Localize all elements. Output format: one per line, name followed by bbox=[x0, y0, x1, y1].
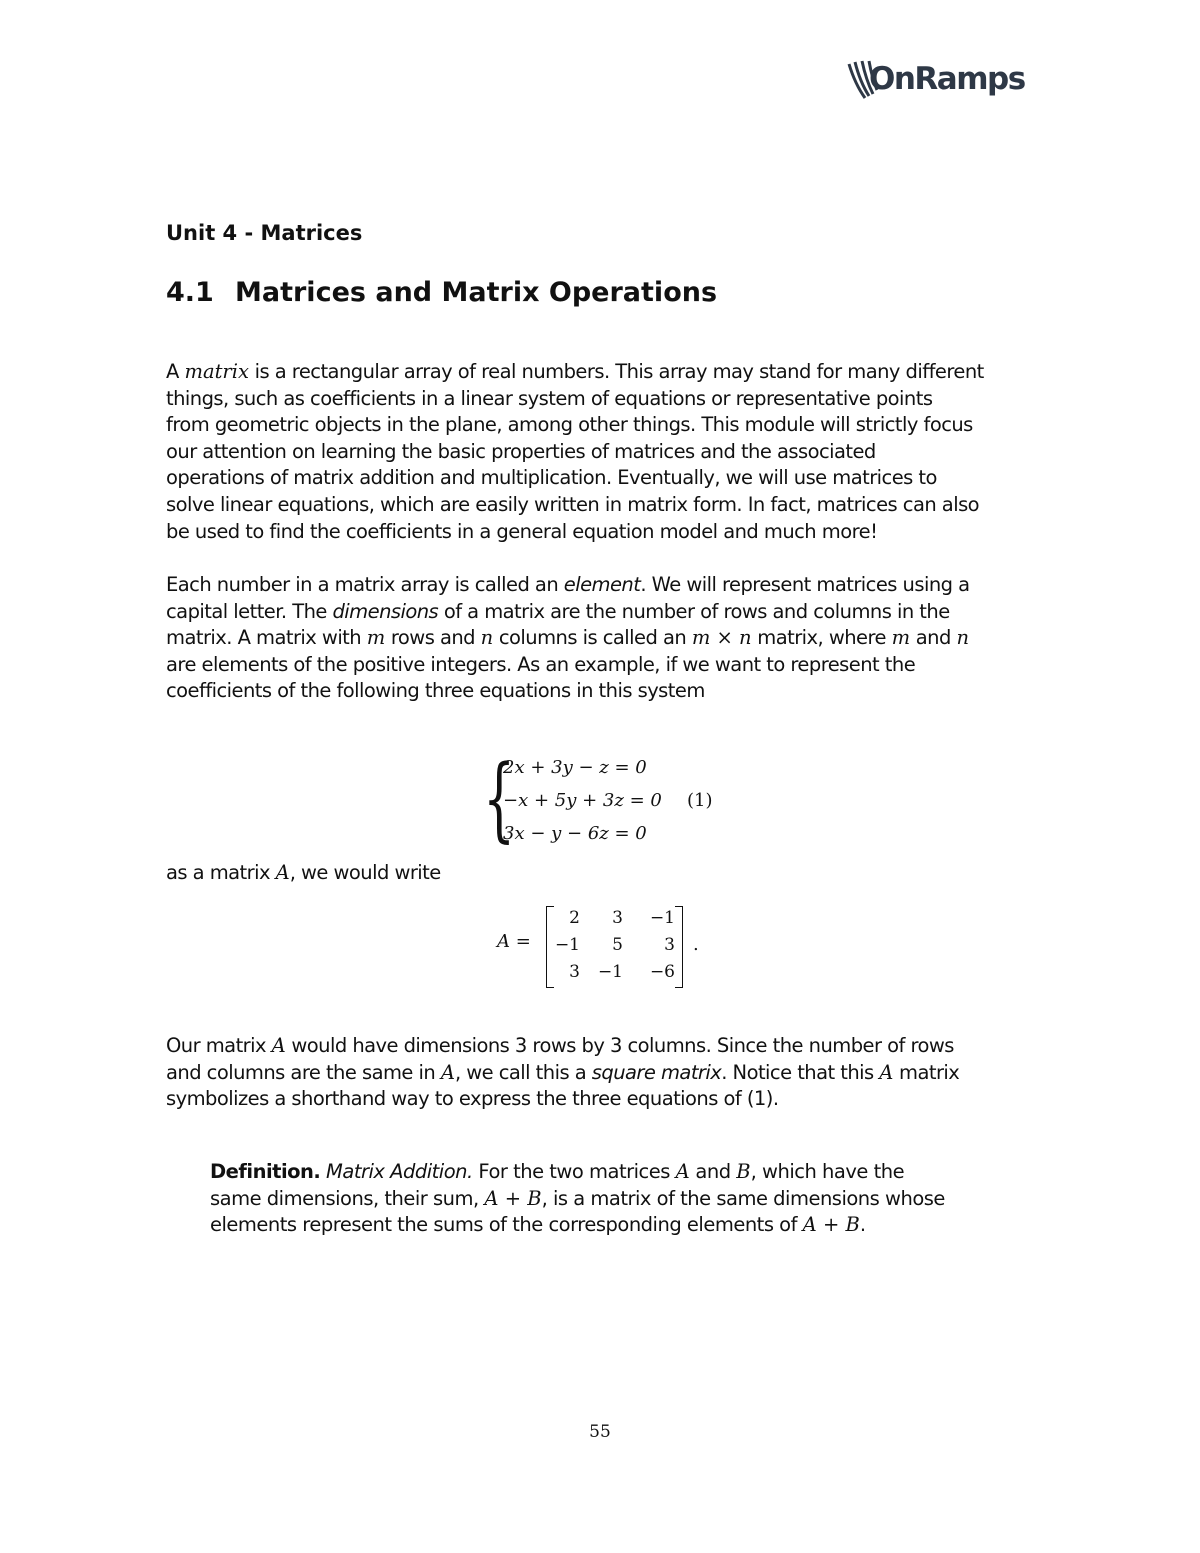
matrix-a bbox=[497, 904, 717, 988]
matrix-cell: −1 bbox=[649, 908, 675, 928]
definition-block bbox=[210, 1159, 1000, 1239]
section-title: Matrices and Matrix Operations bbox=[235, 277, 718, 308]
text-line: operations of matrix addition and multiplication. Eventually, we will use matrices to bbox=[166, 466, 937, 490]
text-line: our attention on learning the basic properties of matrices and the associated bbox=[166, 439, 876, 463]
text-line: things, such as coefficients in a linear system of equations or representative points bbox=[166, 386, 933, 410]
text-line: be used to find the coefficients in a general equation model and much more! bbox=[166, 519, 878, 543]
equation-3: 3x − y − 6z = 0 bbox=[503, 823, 647, 844]
text-line: Definition. Matrix Addition. For the two matrices A and B, which have the bbox=[210, 1160, 905, 1183]
equation-2: −x + 5y + 3z = 0 bbox=[503, 790, 662, 811]
text-line: Our matrix A would have dimensions 3 rows by 3 columns. Since the number of rows bbox=[166, 1034, 954, 1057]
onramps-logo bbox=[845, 60, 1045, 106]
matrix-cell: 5 bbox=[612, 935, 623, 955]
intro-paragraph bbox=[166, 359, 1046, 545]
text-line: A matrix is a rectangular array of real numbers. This array may stand for many different bbox=[166, 360, 984, 383]
text-line: capital letter. The dimensions of a matrix are the number of rows and columns in the bbox=[166, 599, 950, 623]
equation-system bbox=[483, 745, 723, 852]
text-line: are elements of the positive integers. As an example, if we want to represent the bbox=[166, 652, 916, 676]
unit-heading: Unit 4 - Matrices bbox=[166, 221, 363, 245]
text-line: same dimensions, their sum, A + B, is a matrix of the same dimensions whose bbox=[210, 1186, 945, 1210]
logo-wordmark: OnRamps bbox=[869, 61, 1025, 97]
matrix-cell: 2 bbox=[569, 908, 580, 928]
matrix-cell: 3 bbox=[612, 908, 623, 928]
definition-label: Definition. bbox=[210, 1160, 321, 1183]
text-line: solve linear equations, which are easily written in matrix form. In fact, matrices can also bbox=[166, 492, 980, 516]
square-matrix-paragraph bbox=[166, 1033, 1046, 1113]
matrix-cell: 3 bbox=[664, 935, 675, 955]
equation-1: 2x + 3y − z = 0 bbox=[503, 757, 647, 778]
text-line: coefficients of the following three equations in this system bbox=[166, 679, 705, 703]
matrix-period: . bbox=[693, 934, 699, 955]
left-brace: { bbox=[483, 745, 516, 852]
page-number: 55 bbox=[589, 1422, 611, 1442]
text-line: from geometric objects in the plane, among other things. This module will strictly focus bbox=[166, 413, 973, 437]
matrix-cell: −6 bbox=[649, 962, 675, 982]
section-number: 4.1 bbox=[166, 277, 214, 308]
right-bracket bbox=[675, 906, 683, 988]
as-matrix-line: as a matrix A, we would write bbox=[166, 861, 441, 884]
elements-paragraph bbox=[166, 572, 1046, 705]
text-line: and columns are the same in A, we call this a square matrix. Notice that this A matrix bbox=[166, 1060, 960, 1084]
matrix-cell: −1 bbox=[597, 962, 623, 982]
section-heading bbox=[166, 277, 717, 308]
text-line: matrix. A matrix with m rows and n columns is called an m × n matrix, where m and n bbox=[166, 626, 970, 650]
matrix-cell: −1 bbox=[554, 935, 580, 955]
text-line: elements represent the sums of the corresponding elements of A + B. bbox=[210, 1213, 866, 1237]
equation-label: (1) bbox=[687, 790, 713, 811]
text-line: symbolizes a shorthand way to express the three equations of (1). bbox=[166, 1087, 779, 1111]
matrix-lhs: A = bbox=[497, 931, 531, 952]
text-line: Each number in a matrix array is called an element. We will represent matrices using a bbox=[166, 573, 970, 596]
matrix-cell: 3 bbox=[569, 962, 580, 982]
definition-name: Matrix Addition. bbox=[326, 1160, 473, 1183]
